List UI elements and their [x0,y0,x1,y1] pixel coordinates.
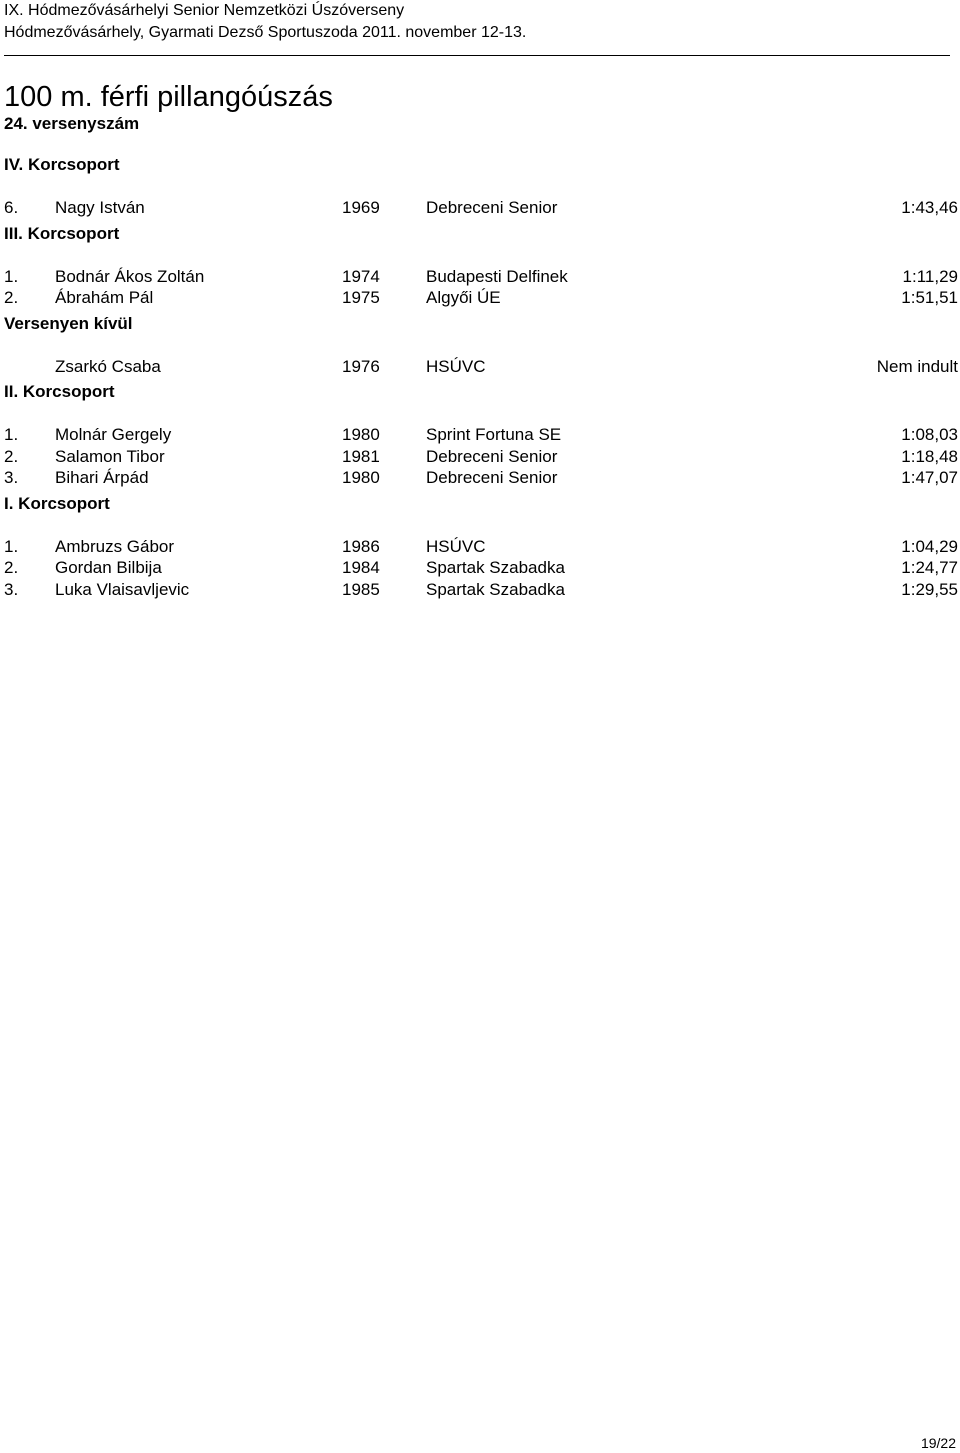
result-time: 1:04,29 [901,536,958,556]
result-row [4,424,958,446]
result-time: 1:08,03 [901,425,958,444]
page-number: 19/22 [920,1435,956,1451]
club-name: HSÚVC [426,356,486,376]
age-group [4,493,958,601]
result-row [4,536,958,558]
result-time: 1:51,51 [901,288,958,307]
place-cell: 2. [4,288,19,307]
result-time: 1:29,55 [901,579,958,599]
birth-year: 1980 [342,425,380,444]
result-row [4,579,958,601]
age-group-title: IV. Korcsoport [4,155,120,174]
competition-title: IX. Hódmezővásárhelyi Senior Nemzetközi Úszóverseny [4,2,405,19]
page-header [4,0,950,44]
age-group [4,223,958,309]
result-row [4,287,958,309]
swimmer-name: Zsarkó Csaba [55,356,161,376]
club-name: Algyői ÚE [426,288,501,307]
place-cell: 6. [4,198,19,217]
birth-year: 1986 [342,536,380,556]
result-time: Nem indult [876,356,958,376]
place-cell: 3. [4,468,19,487]
age-group [4,381,958,489]
age-group-title: III. Korcsoport [4,223,120,243]
age-group-title: I. Korcsoport [4,493,110,513]
result-time: 1:18,48 [901,446,958,466]
club-name: Budapesti Delfinek [426,266,568,286]
club-name: HSÚVC [426,536,486,556]
results-list [4,150,958,600]
swimmer-name: Luka Vlaisavljevic [55,579,190,599]
competition-venue-date: Hódmezővásárhely, Gyarmati Dezső Sportuszoda 2011. november 12-13. [4,24,527,41]
birth-year: 1980 [342,468,380,487]
result-row [4,557,958,579]
club-name: Spartak Szabadka [426,579,565,599]
result-time: 1:43,46 [901,198,958,217]
result-time: 1:24,77 [901,558,958,577]
club-name: Sprint Fortuna SE [426,425,562,444]
event-title: 100 m. férfi pillangóúszás [4,81,333,113]
swimmer-name: Ambruzs Gábor [55,536,175,556]
swimmer-name: Bodnár Ákos Zoltán [55,266,205,286]
place-cell: 1. [4,266,19,286]
club-name: Debreceni Senior [426,446,558,466]
place-cell: 1. [4,425,19,444]
swimmer-name: Nagy István [55,198,145,217]
place-cell: 2. [4,446,19,466]
result-time: 1:11,29 [902,266,958,286]
result-row [4,266,958,288]
result-row [4,356,958,378]
event-number: 24. versenyszám [4,114,140,133]
birth-year: 1969 [342,198,380,217]
result-row [4,446,958,468]
club-name: Debreceni Senior [426,468,558,487]
swimmer-name: Ábrahám Pál [55,288,154,307]
birth-year: 1976 [342,356,380,376]
birth-year: 1985 [342,579,380,599]
place-cell: 2. [4,558,19,577]
swimmer-name: Gordan Bilbija [55,558,162,577]
swimmer-name: Molnár Gergely [55,425,172,444]
place-cell: 3. [4,579,19,599]
birth-year: 1975 [342,288,380,307]
result-row [4,467,958,489]
birth-year: 1974 [342,266,380,286]
age-group-title: Versenyen kívül [4,313,133,333]
header-divider [4,55,950,56]
age-group [4,313,958,378]
place-cell: 1. [4,536,19,556]
birth-year: 1981 [342,446,380,466]
club-name: Debreceni Senior [426,198,558,217]
swimmer-name: Bihari Árpád [55,468,149,487]
age-group-title: II. Korcsoport [4,382,115,401]
club-name: Spartak Szabadka [426,558,565,577]
result-time: 1:47,07 [901,468,958,487]
birth-year: 1984 [342,558,380,577]
age-group [4,154,958,219]
result-row [4,197,958,219]
swimmer-name: Salamon Tibor [55,446,165,466]
